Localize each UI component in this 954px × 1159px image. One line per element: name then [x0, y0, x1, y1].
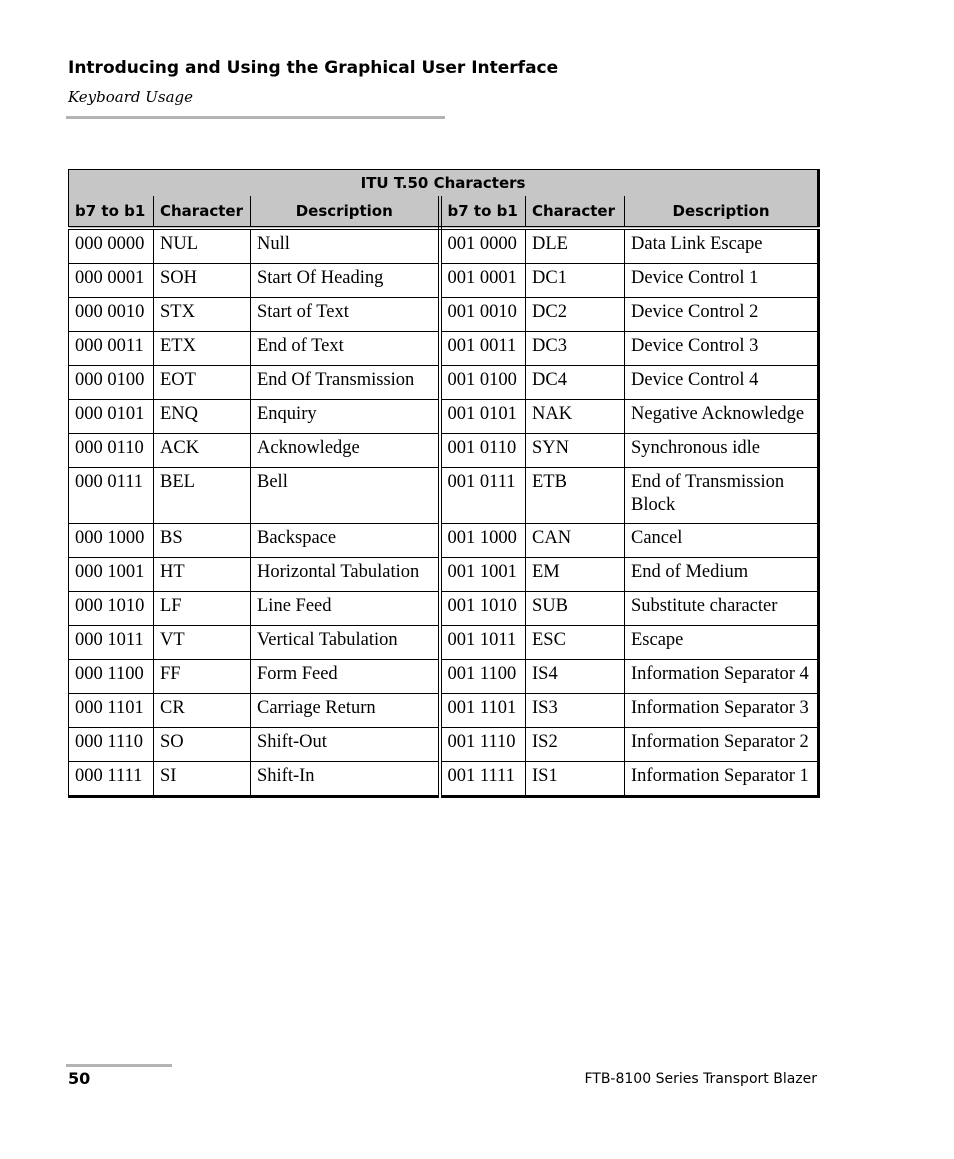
column-header: Description [251, 196, 440, 228]
table-cell: 000 0011 [69, 332, 154, 366]
table-cell: EM [526, 558, 625, 592]
table-cell: Line Feed [251, 592, 440, 626]
table-cell: 001 0111 [440, 468, 526, 524]
table-cell: BS [154, 524, 251, 558]
table-cell: STX [154, 298, 251, 332]
table-title: ITU T.50 Characters [69, 170, 819, 197]
table-cell: DC2 [526, 298, 625, 332]
table-cell: 001 0100 [440, 366, 526, 400]
table-cell: Information Separator 1 [625, 762, 819, 797]
table-cell: 001 1111 [440, 762, 526, 797]
table-cell: SO [154, 728, 251, 762]
column-header: b7 to b1 [440, 196, 526, 228]
table-cell: 001 1001 [440, 558, 526, 592]
table-cell: Negative Acknowledge [625, 400, 819, 434]
column-header: Character [154, 196, 251, 228]
table-cell: 001 1110 [440, 728, 526, 762]
table-cell: Enquiry [251, 400, 440, 434]
table-cell: End of Transmission Block [625, 468, 819, 524]
table-cell: DC4 [526, 366, 625, 400]
table-cell: 001 1000 [440, 524, 526, 558]
table-cell: Shift-In [251, 762, 440, 797]
table-cell: Device Control 3 [625, 332, 819, 366]
table-cell: 001 1100 [440, 660, 526, 694]
table-row [69, 468, 819, 524]
table-cell: 001 0011 [440, 332, 526, 366]
table-cell: Null [251, 228, 440, 264]
table-cell: Device Control 1 [625, 264, 819, 298]
table-row [69, 332, 819, 366]
table-cell: ENQ [154, 400, 251, 434]
table-cell: Start Of Heading [251, 264, 440, 298]
table-row [69, 524, 819, 558]
table-cell: 000 1001 [69, 558, 154, 592]
table-row [69, 694, 819, 728]
table-cell: CAN [526, 524, 625, 558]
table-cell: 000 1010 [69, 592, 154, 626]
table-cell: 000 0101 [69, 400, 154, 434]
table-cell: IS4 [526, 660, 625, 694]
table-cell: 001 0000 [440, 228, 526, 264]
table-cell: DC1 [526, 264, 625, 298]
product-name: FTB-8100 Series Transport Blazer [584, 1071, 817, 1087]
table-cell: Information Separator 2 [625, 728, 819, 762]
table-cell: BEL [154, 468, 251, 524]
table-cell: EOT [154, 366, 251, 400]
table-cell: 001 1011 [440, 626, 526, 660]
table-cell: DC3 [526, 332, 625, 366]
table-cell: Information Separator 4 [625, 660, 819, 694]
table-cell: ACK [154, 434, 251, 468]
table-cell: End Of Transmission [251, 366, 440, 400]
footer-divider [66, 1064, 172, 1067]
table-cell: Form Feed [251, 660, 440, 694]
table-row [69, 626, 819, 660]
column-header: Description [625, 196, 819, 228]
table-cell: Backspace [251, 524, 440, 558]
table-cell: Device Control 2 [625, 298, 819, 332]
table-cell: 001 1101 [440, 694, 526, 728]
table-row [69, 400, 819, 434]
table-cell: IS2 [526, 728, 625, 762]
column-header: b7 to b1 [69, 196, 154, 228]
table-cell: IS3 [526, 694, 625, 728]
table-row [69, 434, 819, 468]
table-cell: HT [154, 558, 251, 592]
table-cell: 000 0001 [69, 264, 154, 298]
table-cell: 000 1101 [69, 694, 154, 728]
table-cell: 000 1100 [69, 660, 154, 694]
table-cell: NUL [154, 228, 251, 264]
table-cell: Device Control 4 [625, 366, 819, 400]
table-cell: ETB [526, 468, 625, 524]
table-row [69, 558, 819, 592]
table-cell: 001 1010 [440, 592, 526, 626]
table-cell: Carriage Return [251, 694, 440, 728]
table-body [69, 228, 819, 797]
itu-t50-table [68, 169, 820, 798]
table-cell: Horizontal Tabulation [251, 558, 440, 592]
table-cell: Shift-Out [251, 728, 440, 762]
table-cell: SUB [526, 592, 625, 626]
table-cell: 001 0001 [440, 264, 526, 298]
table-cell: Bell [251, 468, 440, 524]
table-cell: Escape [625, 626, 819, 660]
table-cell: NAK [526, 400, 625, 434]
table-row [69, 660, 819, 694]
table-cell: Cancel [625, 524, 819, 558]
table-cell: 000 1111 [69, 762, 154, 797]
table-cell: 000 0010 [69, 298, 154, 332]
table-cell: LF [154, 592, 251, 626]
table-cell: 001 0010 [440, 298, 526, 332]
table-cell: 000 0000 [69, 228, 154, 264]
table-cell: Acknowledge [251, 434, 440, 468]
table-cell: Substitute character [625, 592, 819, 626]
table-row [69, 592, 819, 626]
table-row [69, 728, 819, 762]
page-number: 50 [68, 1069, 91, 1088]
table-cell: 000 0110 [69, 434, 154, 468]
table-cell: 000 1011 [69, 626, 154, 660]
table-cell: Information Separator 3 [625, 694, 819, 728]
section-title: Keyboard Usage [68, 88, 194, 106]
table-cell: Start of Text [251, 298, 440, 332]
table-cell: 000 0111 [69, 468, 154, 524]
table-cell: 001 0101 [440, 400, 526, 434]
chapter-title: Introducing and Using the Graphical User Interface [68, 58, 559, 78]
table-cell: IS1 [526, 762, 625, 797]
table-cell: SI [154, 762, 251, 797]
table-cell: Vertical Tabulation [251, 626, 440, 660]
table-cell: CR [154, 694, 251, 728]
table-cell: 001 0110 [440, 434, 526, 468]
table-row [69, 366, 819, 400]
table-cell: ESC [526, 626, 625, 660]
table-cell: FF [154, 660, 251, 694]
table-row [69, 228, 819, 264]
column-header: Character [526, 196, 625, 228]
table-cell: End of Text [251, 332, 440, 366]
table-cell: DLE [526, 228, 625, 264]
table-cell: SOH [154, 264, 251, 298]
table-cell: End of Medium [625, 558, 819, 592]
table-cell: SYN [526, 434, 625, 468]
table-cell: 000 1110 [69, 728, 154, 762]
table-cell: VT [154, 626, 251, 660]
table-cell: 000 0100 [69, 366, 154, 400]
table-row [69, 762, 819, 797]
table-cell: ETX [154, 332, 251, 366]
header-divider [66, 116, 445, 119]
table-cell: Synchronous idle [625, 434, 819, 468]
table-cell: Data Link Escape [625, 228, 819, 264]
table-row [69, 264, 819, 298]
table-cell: 000 1000 [69, 524, 154, 558]
table-row [69, 298, 819, 332]
